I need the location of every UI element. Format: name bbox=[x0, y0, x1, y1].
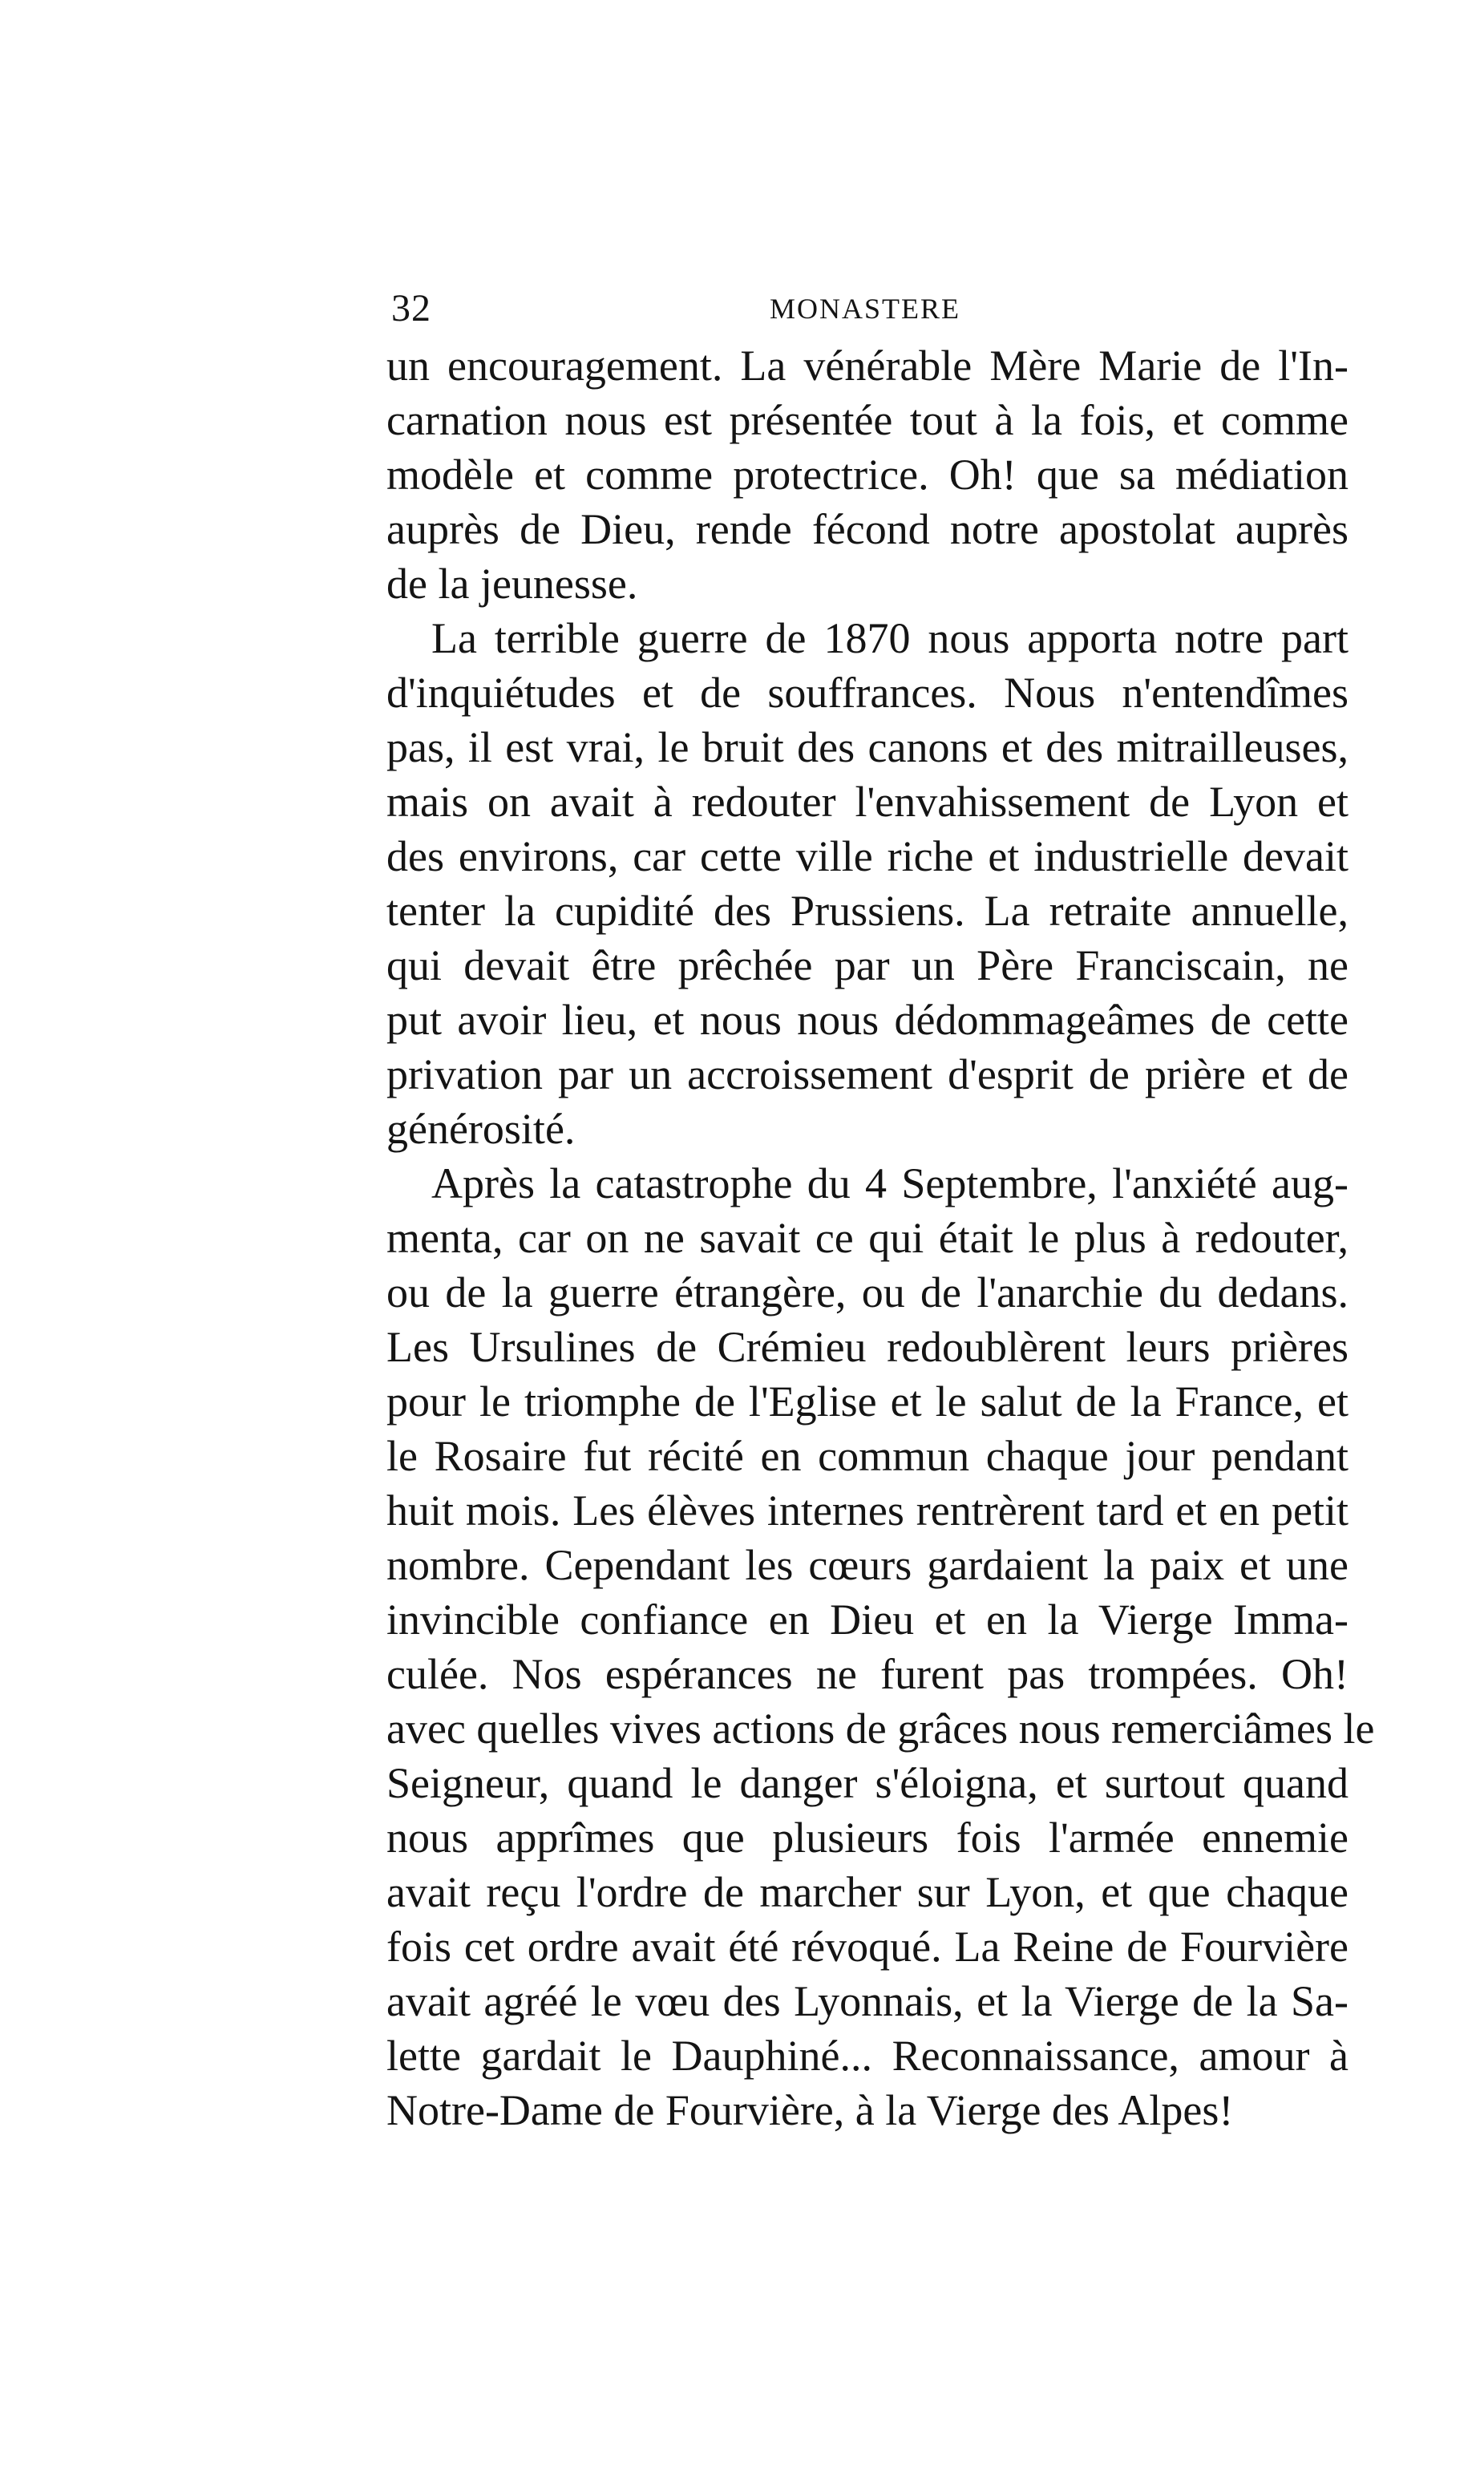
text-line: fois cet ordre avait été révoqué. La Reine de Fourvière bbox=[386, 1923, 1349, 1971]
text-line: de la jeunesse. bbox=[386, 560, 638, 608]
text-line: ou de la guerre étrangère, ou de l'anarchie du dedans. bbox=[386, 1268, 1349, 1316]
text-line: Seigneur, quand le danger s'éloigna, et surtout quand bbox=[386, 1759, 1349, 1807]
text-line: qui devait être prêchée par un Père Franciscain, ne bbox=[386, 941, 1349, 989]
text-line: nous apprîmes que plusieurs fois l'armée ennemie bbox=[386, 1814, 1349, 1862]
text-line: lette gardait le Dauphiné... Reconnaissance, amour à bbox=[386, 2032, 1349, 2080]
text-line: privation par un accroissement d'esprit de prière et de bbox=[386, 1050, 1349, 1098]
text-line: pas, il est vrai, le bruit des canons et des mitrailleuses, bbox=[386, 723, 1349, 771]
text-line: menta, car on ne savait ce qui était le plus à redouter, bbox=[386, 1214, 1349, 1262]
text-line: auprès de Dieu, rende fécond notre apostolat auprès bbox=[386, 505, 1349, 553]
text-line: carnation nous est présentée tout à la fois, et comme bbox=[386, 396, 1349, 444]
running-head bbox=[391, 281, 1353, 337]
text-line: invincible confiance en Dieu et en la Vierge Imma- bbox=[386, 1595, 1349, 1644]
text-line: culée. Nos espérances ne furent pas trompées. Oh! bbox=[386, 1650, 1349, 1698]
text-line: nombre. Cependant les cœurs gardaient la paix et une bbox=[386, 1541, 1349, 1589]
text-line: huit mois. Les élèves internes rentrèrent tard et en petit bbox=[386, 1486, 1349, 1535]
text-line: put avoir lieu, et nous nous dédommageâmes de cette bbox=[386, 996, 1349, 1044]
text-line: Notre-Dame de Fourvière, à la Vierge des Alpes! bbox=[386, 2086, 1234, 2134]
text-line: le Rosaire fut récité en commun chaque jour pendant bbox=[386, 1432, 1349, 1480]
text-line: d'inquiétudes et de souffrances. Nous n'entendîmes bbox=[386, 669, 1349, 717]
text-line: mais on avait à redouter l'envahissement de Lyon et bbox=[386, 778, 1349, 826]
text-line: Les Ursulines de Crémieu redoublèrent leurs prières bbox=[386, 1323, 1349, 1371]
text-line: générosité. bbox=[386, 1105, 576, 1153]
text-line: des environs, car cette ville riche et industrielle devait bbox=[386, 832, 1349, 880]
body-text bbox=[386, 338, 1375, 2137]
text-line: pour le triomphe de l'Eglise et le salut de la France, et bbox=[386, 1377, 1349, 1426]
text-line: avait agréé le vœu des Lyonnais, et la Vierge de la Sa- bbox=[386, 1977, 1349, 2025]
text-line: avait reçu l'ordre de marcher sur Lyon, et que chaque bbox=[386, 1868, 1349, 1916]
text-line: La terrible guerre de 1870 nous apporta notre part bbox=[431, 614, 1349, 662]
text-line: un encouragement. La vénérable Mère Marie de l'In- bbox=[386, 342, 1349, 390]
running-title: MONASTERE bbox=[770, 293, 961, 325]
text-line: tenter la cupidité des Prussiens. La retraite annuelle, bbox=[386, 887, 1349, 935]
page-number: 32 bbox=[391, 287, 431, 330]
text-line: avec quelles vives actions de grâces nous remerciâmes le bbox=[386, 1705, 1375, 1753]
text-line: Après la catastrophe du 4 Septembre, l'anxiété aug- bbox=[431, 1159, 1349, 1207]
text-line: modèle et comme protectrice. Oh! que sa médiation bbox=[386, 451, 1349, 499]
